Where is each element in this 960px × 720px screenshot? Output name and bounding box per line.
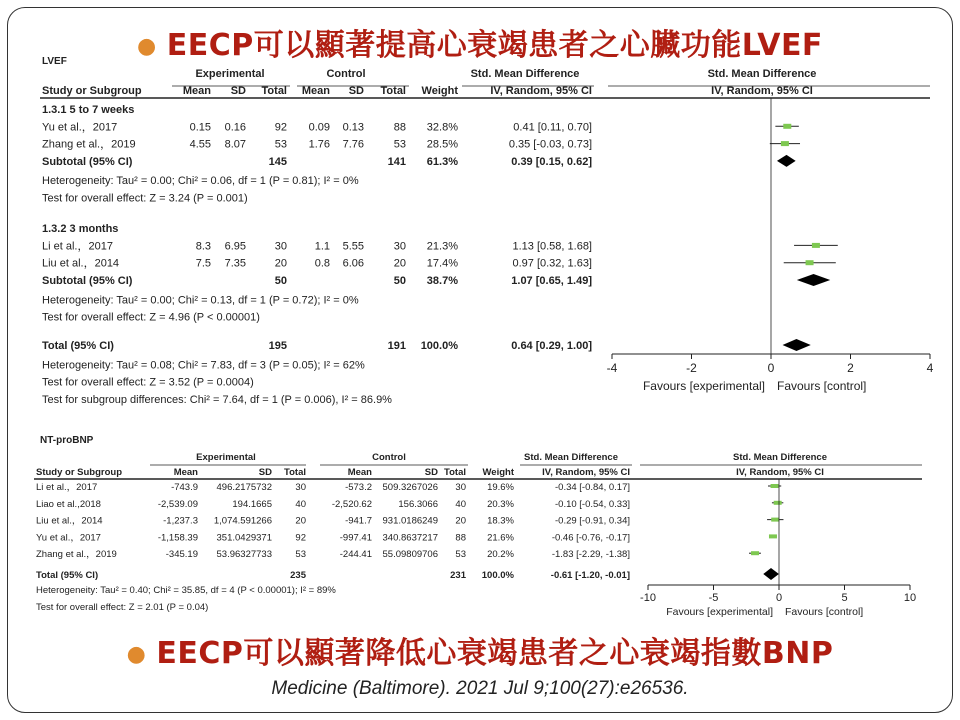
headline-top-text: EECP可以顯著提高心衰竭患者之心臟功能LVEF: [166, 28, 823, 63]
table-cell: 145: [268, 155, 287, 168]
table-cell: 194.1665: [232, 498, 272, 510]
column-header: Study or Subgroup: [36, 467, 123, 478]
table-cell: -941.7: [345, 515, 372, 527]
table-cell: 0.13: [342, 121, 364, 134]
column-header: IV, Random, 95% CI: [711, 85, 813, 97]
table-cell: 92: [295, 532, 306, 544]
x-tick-label: 2: [847, 361, 854, 375]
table-cell: -1,237.3: [163, 515, 198, 527]
table-cell: 21.6%: [487, 532, 514, 544]
column-header: SD: [258, 467, 272, 478]
table-cell: 1,074.591266: [213, 515, 272, 527]
x-tick-label: 0: [775, 592, 783, 604]
table-cell: 7.76: [342, 138, 364, 151]
table-cell: -1,158.39: [157, 532, 198, 544]
table-cell: 50: [393, 275, 406, 287]
table-cell: 141: [387, 155, 406, 168]
table-cell: -345.19: [165, 549, 198, 561]
table-cell: 17.4%: [426, 257, 458, 270]
footer-text: Test for overall effect: Z = 2.01 (P = 0.04): [36, 601, 209, 613]
table-cell: -2,539.09: [157, 498, 198, 510]
table-cell: 0.15: [189, 121, 211, 134]
table-cell: 8.07: [224, 138, 246, 151]
study-name: Subtotal (95% CI): [42, 155, 133, 168]
table-cell: 1.1: [314, 240, 330, 253]
study-marker: [781, 141, 789, 146]
table-cell: 20: [455, 515, 466, 527]
group-header: Experimental: [196, 452, 256, 463]
table-cell: 88: [455, 532, 466, 544]
table-cell: 40: [295, 498, 306, 510]
table-cell: 20: [393, 257, 406, 270]
table-cell: -573.2: [345, 482, 372, 493]
subgroup-label: 1.3.1 5 to 7 weeks: [42, 104, 135, 116]
table-cell: 30: [455, 482, 466, 493]
table-cell: 1.13 [0.58, 1.68]: [512, 240, 592, 253]
x-tick-label: 4: [926, 361, 934, 375]
group-header: Std. Mean Difference: [733, 452, 827, 463]
pooled-diamond: [797, 274, 830, 286]
table-cell: -0.34 [-0.84, 0.17]: [555, 482, 630, 493]
table-cell: 53: [274, 138, 287, 151]
table-cell: 20.3%: [487, 498, 514, 510]
table-cell: 20: [274, 257, 287, 270]
table-cell: -0.61 [-1.20, -0.01]: [550, 570, 630, 581]
study-name: Subtotal (95% CI): [42, 275, 133, 287]
table-cell: 8.3: [195, 240, 211, 253]
bullet-icon: ●: [126, 642, 147, 667]
study-marker: [769, 534, 777, 538]
table-cell: 0.09: [308, 121, 330, 134]
table-cell: 351.0429371: [216, 532, 272, 544]
study-name: Total (95% CI): [42, 340, 114, 352]
group-header: Std. Mean Difference: [470, 68, 580, 80]
subgroup-label: 1.3.2 3 months: [42, 223, 119, 236]
group-header: Experimental: [195, 68, 265, 80]
x-tick-label: -4: [606, 361, 618, 375]
study-marker: [771, 484, 779, 488]
group-header: Control: [326, 68, 366, 80]
table-cell: 4.55: [189, 138, 211, 151]
table-cell: 0.64 [0.29, 1.00]: [511, 340, 592, 352]
group-header: Std. Mean Difference: [707, 68, 817, 80]
table-cell: 6.95: [224, 240, 246, 253]
favours-right: Favours [control]: [777, 379, 867, 393]
table-cell: -743.9: [171, 482, 198, 493]
study-name: Liao et al.,2018: [36, 498, 101, 510]
x-tick-label: 5: [841, 592, 848, 604]
group-header: Std. Mean Difference: [524, 452, 618, 463]
column-header: Mean: [182, 85, 211, 97]
x-tick-label: 10: [903, 592, 917, 604]
table-cell: -0.46 [-0.76, -0.17]: [551, 532, 630, 544]
table-cell: 32.8%: [426, 121, 458, 134]
footer-text: Test for subgroup differences: Chi² = 7.64, df = 1 (P = 0.006), I² = 86.9%: [42, 393, 392, 406]
study-marker: [812, 243, 820, 248]
chart-title: LVEF: [42, 56, 67, 67]
table-cell: -0.10 [-0.54, 0.33]: [555, 498, 630, 510]
table-cell: 7.35: [224, 257, 246, 270]
favours-right: Favours [control]: [785, 606, 864, 618]
table-cell: 18.3%: [487, 515, 514, 527]
footer-text: Test for overall effect: Z = 3.52 (P = 0.0004): [42, 376, 254, 389]
column-header: Mean: [301, 85, 330, 97]
column-header: Total: [284, 467, 306, 478]
column-header: SD: [424, 467, 438, 478]
table-cell: 30: [393, 240, 406, 253]
study-name: Yu et al.，2017: [36, 532, 101, 544]
table-cell: 231: [450, 570, 466, 581]
table-cell: 61.3%: [426, 155, 458, 168]
table-cell: 509.3267026: [382, 482, 438, 493]
table-cell: 53: [393, 138, 406, 151]
study-marker: [771, 518, 779, 522]
column-header: Mean: [347, 467, 372, 478]
table-cell: -1.83 [-2.29, -1.38]: [551, 549, 630, 561]
table-cell: 40: [455, 498, 466, 510]
study-marker: [806, 260, 814, 265]
table-cell: 0.8: [314, 257, 330, 270]
study-name: Zhang et al.，2019: [36, 549, 117, 561]
column-header: IV, Random, 95% CI: [736, 467, 824, 478]
study-name: Total (95% CI): [36, 570, 99, 581]
table-cell: 30: [274, 240, 287, 253]
column-header: SD: [230, 85, 246, 97]
footer-text: Heterogeneity: Tau² = 0.08; Chi² = 7.83, df = 3 (P = 0.05); I² = 62%: [42, 359, 365, 372]
footer-text: Heterogeneity: Tau² = 0.40; Chi² = 35.85, df = 4 (P < 0.00001); I² = 89%: [36, 585, 336, 596]
study-name: Liu et al.，2014: [36, 515, 103, 527]
column-header: Study or Subgroup: [42, 85, 142, 97]
table-cell: 191: [387, 340, 406, 352]
table-cell: 88: [393, 121, 406, 134]
table-cell: 235: [290, 570, 306, 581]
table-cell: 0.35 [-0.03, 0.73]: [508, 138, 592, 151]
table-cell: -997.41: [339, 532, 372, 544]
favours-left: Favours [experimental]: [642, 379, 765, 393]
x-tick-label: -10: [640, 592, 656, 604]
column-header: Total: [261, 85, 287, 97]
group-header: Control: [372, 452, 406, 463]
table-cell: 30: [295, 482, 306, 493]
study-marker: [751, 551, 759, 555]
table-cell: 100.0%: [481, 570, 514, 581]
pooled-diamond: [777, 155, 796, 167]
headline-bottom: [0, 628, 960, 672]
table-cell: -2,520.62: [331, 498, 372, 510]
headline-bottom-text: EECP可以顯著降低心衰竭患者之心衰竭指數BNP: [156, 636, 834, 671]
study-name: Yu et al.，2017: [42, 121, 118, 134]
table-cell: 53: [455, 549, 466, 561]
study-name: Li et al.，2017: [36, 482, 98, 493]
table-cell: -0.29 [-0.91, 0.34]: [555, 515, 630, 527]
overall-effect-text: Test for overall effect: Z = 4.96 (P < 0.00001): [42, 311, 260, 324]
heterogeneity-text: Heterogeneity: Tau² = 0.00; Chi² = 0.13, df = 1 (P = 0.72); I² = 0%: [42, 294, 359, 307]
x-tick-label: 0: [767, 361, 775, 375]
table-cell: 0.97 [0.32, 1.63]: [512, 257, 592, 270]
column-header: Total: [444, 467, 466, 478]
table-cell: 340.8637217: [382, 532, 438, 544]
x-tick-label: -2: [686, 361, 697, 375]
table-cell: 931.0186249: [382, 515, 438, 527]
table-cell: 21.3%: [426, 240, 458, 253]
column-header: Weight: [482, 467, 514, 478]
table-cell: 28.5%: [426, 138, 458, 151]
table-cell: 6.06: [342, 257, 364, 270]
column-header: Mean: [173, 467, 198, 478]
citation: Medicine (Baltimore). 2021 Jul 9;100(27):e26536.: [271, 678, 689, 699]
bullet-icon: ●: [137, 34, 157, 59]
table-cell: 20: [295, 515, 306, 527]
table-cell: -244.41: [339, 549, 372, 561]
column-header: IV, Random, 95% CI: [490, 85, 592, 97]
chart-title: NT-proBNP: [40, 435, 94, 446]
table-cell: 92: [274, 121, 287, 134]
table-cell: 100.0%: [420, 340, 458, 352]
table-cell: 50: [274, 275, 287, 287]
column-header: Total: [380, 85, 406, 97]
column-header: SD: [348, 85, 364, 97]
pooled-diamond: [783, 339, 811, 351]
table-cell: 53: [295, 549, 306, 561]
x-tick-label: -5: [708, 592, 719, 604]
table-cell: 5.55: [342, 240, 364, 253]
table-cell: 0.39 [0.15, 0.62]: [511, 155, 592, 168]
table-cell: 53.96327733: [216, 549, 272, 561]
study-name: Li et al.，2017: [42, 240, 113, 253]
table-cell: 55.09809706: [382, 549, 438, 561]
table-cell: 38.7%: [426, 275, 458, 287]
heterogeneity-text: Heterogeneity: Tau² = 0.00; Chi² = 0.06, df = 1 (P = 0.81); I² = 0%: [42, 175, 359, 188]
column-header: IV, Random, 95% CI: [542, 467, 630, 478]
table-cell: 156.3066: [398, 498, 438, 510]
table-cell: 7.5: [195, 257, 211, 270]
study-name: Zhang et al.，2019: [42, 138, 136, 151]
table-cell: 1.76: [308, 138, 330, 151]
table-cell: 0.16: [224, 121, 246, 134]
table-cell: 19.6%: [487, 482, 514, 493]
overall-effect-text: Test for overall effect: Z = 3.24 (P = 0.001): [42, 192, 248, 205]
table-cell: 496.2175732: [216, 482, 272, 493]
pooled-diamond: [763, 568, 779, 580]
study-name: Liu et al.，2014: [42, 257, 120, 270]
favours-left: Favours [experimental]: [666, 606, 773, 618]
table-cell: 1.07 [0.65, 1.49]: [511, 275, 592, 287]
study-marker: [774, 501, 782, 505]
table-cell: 195: [268, 340, 287, 352]
table-cell: 20.2%: [487, 549, 514, 561]
column-header: Weight: [421, 85, 458, 97]
table-cell: 0.41 [0.11, 0.70]: [513, 121, 592, 134]
study-marker: [783, 124, 791, 129]
